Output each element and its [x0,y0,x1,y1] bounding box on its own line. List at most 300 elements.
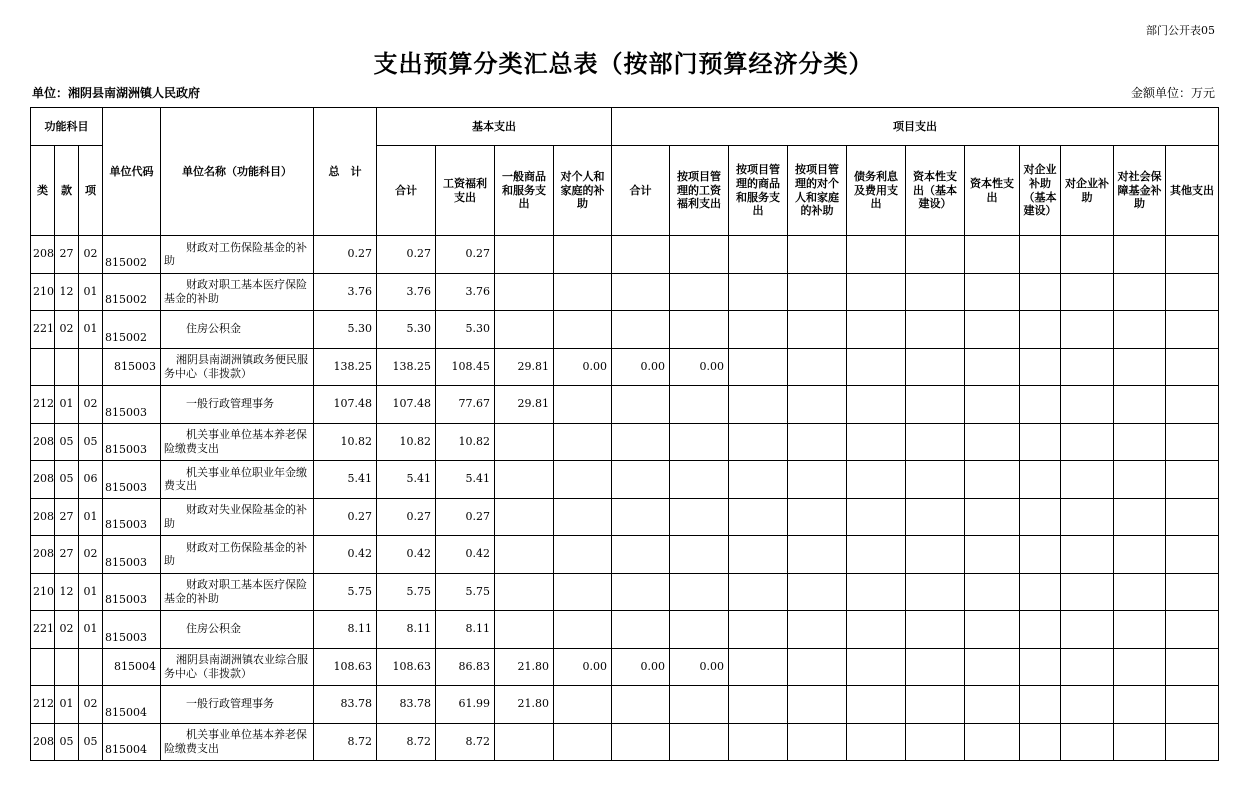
basic-wage-cell: 10.82 [436,423,495,461]
unit-name-cell [161,423,314,461]
empty-cell [906,461,965,499]
empty-cell [847,498,906,536]
empty-cell [1020,348,1061,386]
empty-cell [1114,536,1166,574]
basic-total-cell: 83.78 [377,686,436,724]
xiang-cell: 06 [79,461,103,499]
lei-cell: 208 [31,423,55,461]
empty-cell [847,423,906,461]
basic-total-cell: 3.76 [377,273,436,311]
table-row [31,348,1219,386]
empty-cell [1114,498,1166,536]
lei-cell: 210 [31,273,55,311]
empty-cell [847,648,906,686]
header-basic: 基本支出 [377,108,612,146]
header-xiang: 项 [79,146,103,236]
unit-label: 单位：湘阴县南湖洲镇人民政府 [32,86,201,100]
header-basic-goods: 一般商品和服务支出 [495,146,554,236]
empty-cell [1020,686,1061,724]
kuan-cell: 02 [55,311,79,349]
empty-cell [1114,386,1166,424]
total-cell: 10.82 [314,423,377,461]
kuan-cell: 12 [55,273,79,311]
proj-wage-cell [670,686,729,724]
empty-cell [906,236,965,274]
lei-cell: 208 [31,461,55,499]
basic-total-cell: 138.25 [377,348,436,386]
kuan-cell: 12 [55,573,79,611]
empty-cell [788,348,847,386]
basic-wage-cell: 61.99 [436,686,495,724]
proj-wage-cell [670,611,729,649]
basic-wage-cell: 0.27 [436,236,495,274]
basic-total-cell: 5.41 [377,461,436,499]
total-cell: 8.11 [314,611,377,649]
table-row [31,686,1219,724]
empty-cell [788,648,847,686]
empty-cell [1114,461,1166,499]
basic-goods-cell [495,611,554,649]
empty-cell [965,423,1020,461]
kuan-cell: 27 [55,498,79,536]
table-row [31,648,1219,686]
empty-cell [906,311,965,349]
proj-wage-cell [670,273,729,311]
empty-cell [1166,536,1219,574]
basic-goods-cell [495,461,554,499]
empty-cell [965,236,1020,274]
table-row [31,461,1219,499]
empty-cell [1061,273,1114,311]
lei-cell: 221 [31,311,55,349]
empty-cell [965,686,1020,724]
basic-total-cell: 0.27 [377,498,436,536]
empty-cell [1166,386,1219,424]
xiang-cell [79,348,103,386]
unit-code-cell: 815002 [103,236,161,274]
empty-cell [788,723,847,761]
empty-cell [1020,536,1061,574]
lei-cell: 208 [31,236,55,274]
basic-goods-cell [495,311,554,349]
proj-wage-cell: 0.00 [670,648,729,686]
basic-wage-cell: 0.27 [436,498,495,536]
empty-cell [1114,648,1166,686]
empty-cell [906,573,965,611]
empty-cell [788,461,847,499]
basic-total-cell: 0.42 [377,536,436,574]
empty-cell [1114,423,1166,461]
empty-cell [1166,498,1219,536]
basic-personal-cell [554,573,612,611]
table-row [31,273,1219,311]
proj-wage-cell [670,573,729,611]
empty-cell [1061,461,1114,499]
proj-wage-cell [670,386,729,424]
proj-total-cell [612,723,670,761]
empty-cell [1114,236,1166,274]
total-cell: 5.75 [314,573,377,611]
basic-goods-cell [495,498,554,536]
header-proj-personal: 按项目管理的对个人和家庭的补助 [788,146,847,236]
empty-cell [1061,648,1114,686]
basic-personal-cell [554,311,612,349]
empty-cell [847,573,906,611]
basic-wage-cell: 8.72 [436,723,495,761]
empty-cell [847,461,906,499]
basic-personal-cell [554,461,612,499]
table-row [31,236,1219,274]
lei-cell [31,348,55,386]
basic-goods-cell: 29.81 [495,386,554,424]
basic-goods-cell: 21.80 [495,648,554,686]
table-body [31,236,1219,761]
empty-cell [1166,236,1219,274]
proj-wage-cell [670,311,729,349]
basic-goods-cell [495,273,554,311]
proj-total-cell [612,536,670,574]
empty-cell [965,611,1020,649]
basic-personal-cell [554,236,612,274]
empty-cell [729,536,788,574]
header-unit-code: 单位代码 [103,108,161,236]
basic-goods-cell: 29.81 [495,348,554,386]
proj-total-cell [612,611,670,649]
total-cell: 108.63 [314,648,377,686]
unit-code-cell: 815004 [103,723,161,761]
table-row [31,536,1219,574]
empty-cell [1020,648,1061,686]
basic-wage-cell: 0.42 [436,536,495,574]
empty-cell [1114,686,1166,724]
empty-cell [729,311,788,349]
unit-code-cell: 815003 [103,536,161,574]
empty-cell [1166,723,1219,761]
xiang-cell [79,648,103,686]
proj-total-cell [612,386,670,424]
unit-code-cell: 815003 [103,611,161,649]
basic-personal-cell [554,686,612,724]
empty-cell [906,536,965,574]
basic-goods-cell: 21.80 [495,686,554,724]
proj-total-cell [612,311,670,349]
empty-cell [1061,423,1114,461]
empty-cell [906,423,965,461]
empty-cell [788,611,847,649]
basic-goods-cell [495,573,554,611]
unit-name-cell [161,536,314,574]
unit-code-cell: 815003 [103,423,161,461]
empty-cell [1166,648,1219,686]
header-func-subject: 功能科目 [31,108,103,146]
lei-cell [31,648,55,686]
empty-cell [1061,236,1114,274]
unit-name-cell [161,573,314,611]
header-proj-social: 对社会保障基金补助 [1114,146,1166,236]
empty-cell [729,236,788,274]
unit-code-cell: 815004 [103,686,161,724]
empty-cell [788,686,847,724]
unit-name-text: 机关事业单位基本养老保险缴费支出 [164,428,308,455]
basic-personal-cell [554,611,612,649]
empty-cell [1020,498,1061,536]
basic-total-cell: 0.27 [377,236,436,274]
empty-cell [1166,461,1219,499]
empty-cell [788,386,847,424]
basic-wage-cell: 5.41 [436,461,495,499]
empty-cell [1020,273,1061,311]
xiang-cell: 01 [79,498,103,536]
proj-total-cell [612,273,670,311]
basic-total-cell: 10.82 [377,423,436,461]
unit-code-cell: 815003 [103,573,161,611]
unit-code-cell: 815002 [103,273,161,311]
header-unit-name: 单位名称（功能科目） [161,108,314,236]
kuan-cell [55,348,79,386]
unit-name-cell [161,273,314,311]
empty-cell [847,236,906,274]
empty-cell [1020,461,1061,499]
unit-name-text: 一般行政管理事务 [186,397,275,411]
basic-personal-cell [554,536,612,574]
empty-cell [788,423,847,461]
unit-name-text: 住房公积金 [186,622,242,636]
empty-cell [729,498,788,536]
empty-cell [847,686,906,724]
empty-cell [788,311,847,349]
basic-total-cell: 5.30 [377,311,436,349]
proj-total-cell [612,423,670,461]
empty-cell [1020,386,1061,424]
total-cell: 0.27 [314,236,377,274]
empty-cell [729,611,788,649]
unit-name-cell [161,348,314,386]
empty-cell [729,686,788,724]
empty-cell [906,686,965,724]
empty-cell [788,273,847,311]
lei-cell: 208 [31,723,55,761]
empty-cell [965,386,1020,424]
kuan-cell: 05 [55,423,79,461]
xiang-cell: 05 [79,723,103,761]
basic-goods-cell [495,536,554,574]
empty-cell [1061,686,1114,724]
lei-cell: 210 [31,573,55,611]
empty-cell [965,723,1020,761]
empty-cell [906,648,965,686]
kuan-cell: 02 [55,611,79,649]
total-cell: 0.42 [314,536,377,574]
empty-cell [1114,611,1166,649]
header-basic-personal: 对个人和家庭的补助 [554,146,612,236]
header-proj-other: 其他支出 [1166,146,1219,236]
lei-cell: 208 [31,536,55,574]
amount-unit-label: 金额单位：万元 [1130,86,1215,100]
basic-personal-cell [554,423,612,461]
xiang-cell: 02 [79,686,103,724]
proj-total-cell [612,686,670,724]
lei-cell: 208 [31,498,55,536]
header-basic-wage: 工资福利支出 [436,146,495,236]
xiang-cell: 02 [79,236,103,274]
empty-cell [847,348,906,386]
empty-cell [847,611,906,649]
unit-name-cell [161,648,314,686]
total-cell: 5.30 [314,311,377,349]
proj-wage-cell [670,536,729,574]
empty-cell [847,386,906,424]
basic-personal-cell: 0.00 [554,348,612,386]
basic-personal-cell [554,723,612,761]
empty-cell [729,273,788,311]
header-proj-enterprise-basic: 对企业补助（基本建设） [1020,146,1061,236]
empty-cell [906,611,965,649]
proj-total-cell [612,461,670,499]
xiang-cell: 01 [79,273,103,311]
empty-cell [729,386,788,424]
form-number: 部门公开表05 [1146,24,1215,37]
empty-cell [1166,573,1219,611]
header-project: 项目支出 [612,108,1219,146]
total-cell: 83.78 [314,686,377,724]
unit-name-text: 湘阴县南湖洲镇农业综合服务中心（非拨款） [164,653,309,680]
basic-goods-cell [495,723,554,761]
empty-cell [906,386,965,424]
basic-personal-cell: 0.00 [554,648,612,686]
basic-wage-cell: 86.83 [436,648,495,686]
proj-total-cell [612,498,670,536]
empty-cell [906,723,965,761]
unit-name-text: 财政对失业保险基金的补助 [164,503,308,530]
basic-total-cell: 8.11 [377,611,436,649]
table-row [31,611,1219,649]
empty-cell [729,723,788,761]
empty-cell [965,498,1020,536]
empty-cell [965,573,1020,611]
empty-cell [1166,311,1219,349]
basic-personal-cell [554,386,612,424]
empty-cell [1020,311,1061,349]
unit-name-cell [161,311,314,349]
empty-cell [1166,348,1219,386]
basic-total-cell: 108.63 [377,648,436,686]
kuan-cell: 05 [55,723,79,761]
table-row [31,423,1219,461]
proj-total-cell: 0.00 [612,348,670,386]
xiang-cell: 02 [79,536,103,574]
basic-wage-cell: 77.67 [436,386,495,424]
unit-code-cell: 815003 [103,348,161,386]
basic-wage-cell: 108.45 [436,348,495,386]
budget-table [30,107,1219,761]
kuan-cell: 01 [55,686,79,724]
basic-goods-cell [495,236,554,274]
empty-cell [788,573,847,611]
unit-name-cell [161,686,314,724]
proj-total-cell [612,236,670,274]
proj-wage-cell [670,461,729,499]
xiang-cell: 01 [79,573,103,611]
header-proj-capital: 资本性支出 [965,146,1020,236]
lei-cell: 212 [31,386,55,424]
table-row [31,723,1219,761]
empty-cell [729,648,788,686]
table-row [31,311,1219,349]
xiang-cell: 01 [79,311,103,349]
proj-wage-cell [670,236,729,274]
unit-name-cell [161,461,314,499]
lei-cell: 221 [31,611,55,649]
header-proj-goods: 按项目管理的商品和服务支出 [729,146,788,236]
empty-cell [1061,723,1114,761]
kuan-cell [55,648,79,686]
empty-cell [1061,573,1114,611]
kuan-cell: 27 [55,236,79,274]
total-cell: 5.41 [314,461,377,499]
empty-cell [1114,348,1166,386]
empty-cell [965,461,1020,499]
basic-wage-cell: 3.76 [436,273,495,311]
basic-wage-cell: 5.75 [436,573,495,611]
header-lei: 类 [31,146,55,236]
unit-name-text: 湘阴县南湖洲镇政务便民服务中心（非拨款） [164,353,309,380]
unit-name-cell [161,236,314,274]
empty-cell [847,311,906,349]
unit-code-cell: 815002 [103,311,161,349]
unit-name-text: 机关事业单位基本养老保险缴费支出 [164,728,308,755]
empty-cell [847,723,906,761]
unit-name-text: 一般行政管理事务 [186,697,275,711]
header-proj-total: 合计 [612,146,670,236]
header-kuan: 款 [55,146,79,236]
page-title: 支出预算分类汇总表（按部门预算经济分类） [373,49,874,78]
lei-cell: 212 [31,686,55,724]
empty-cell [1166,686,1219,724]
empty-cell [1020,423,1061,461]
empty-cell [965,348,1020,386]
unit-name-text: 财政对工伤保险基金的补助 [164,240,308,268]
basic-personal-cell [554,498,612,536]
empty-cell [1061,611,1114,649]
empty-cell [788,236,847,274]
empty-cell [729,573,788,611]
empty-cell [1020,236,1061,274]
total-cell: 107.48 [314,386,377,424]
empty-cell [1061,498,1114,536]
empty-cell [965,648,1020,686]
header-basic-total: 合计 [377,146,436,236]
empty-cell [1020,573,1061,611]
xiang-cell: 05 [79,423,103,461]
proj-wage-cell [670,423,729,461]
unit-name-text: 财政对职工基本医疗保险基金的补助 [164,278,308,305]
xiang-cell: 01 [79,611,103,649]
empty-cell [788,536,847,574]
empty-cell [1166,273,1219,311]
basic-wage-cell: 5.30 [436,311,495,349]
empty-cell [1114,273,1166,311]
total-cell: 138.25 [314,348,377,386]
proj-wage-cell [670,723,729,761]
empty-cell [1061,536,1114,574]
empty-cell [1020,723,1061,761]
basic-goods-cell [495,423,554,461]
empty-cell [1061,348,1114,386]
proj-total-cell: 0.00 [612,648,670,686]
table-row [31,573,1219,611]
empty-cell [1020,611,1061,649]
unit-name-text: 财政对工伤保险基金的补助 [164,540,308,568]
